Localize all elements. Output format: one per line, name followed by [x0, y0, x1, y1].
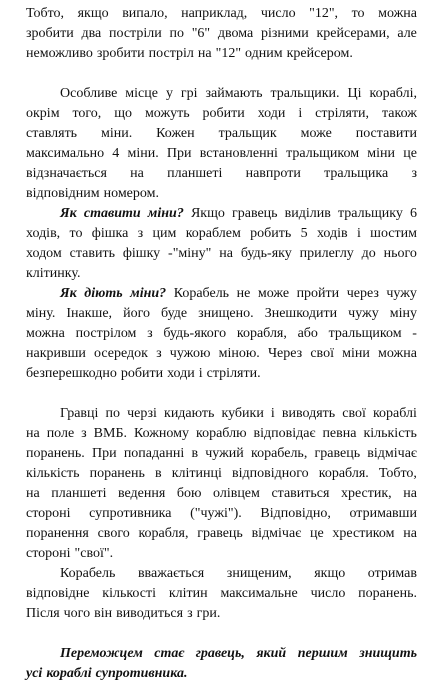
- text-line: відповідним номером.: [26, 186, 159, 201]
- text-line: поранень. При попаданні в чужий корабель, гравець відмічає: [26, 446, 417, 461]
- paragraph-spacer: [26, 384, 417, 404]
- text-line: можна пострілом з будь-якого корабля, або тральщиком -: [26, 326, 417, 341]
- text-line: ставлять міни. Кожен тральщик може поставити: [26, 126, 417, 141]
- text-line: Переможцем стає гравець, який першим знищить: [60, 646, 417, 661]
- text-line: клітинку.: [26, 266, 81, 281]
- paragraph-spacer: [26, 624, 417, 644]
- text-line: Як діють міни? Корабель не може пройти через чужу: [60, 286, 417, 301]
- paragraph: [26, 204, 417, 284]
- paragraph: [26, 84, 417, 204]
- text-line: максимально 4 міни. При встановленні тральщиком міни це: [26, 146, 417, 161]
- paragraph: [26, 564, 417, 624]
- text-line: зробити два постріли по "6" двома різними крейсерами, але: [26, 26, 417, 41]
- text-line: міну. Інакше, його буде знищено. Знешкодити чужу міну: [26, 306, 417, 321]
- paragraph: [26, 284, 417, 384]
- text-line: окрім того, що можуть робити ходи і стріляти, також: [26, 106, 417, 121]
- text-line: відповідне кількості клітин максимальне число поранень.: [26, 586, 417, 601]
- text-line: ходів, то фішка з цим кораблем робить 5 ходів і шостим: [26, 226, 417, 241]
- text-line: ходом ставить фішку -"міну" на будь-яку прилеглу до нього: [26, 246, 417, 261]
- text-line: Корабель вважається знищеним, якщо отримав: [60, 566, 417, 581]
- text-line: Після чого він виводиться з гри.: [26, 606, 221, 621]
- text-line: накривши осередок з чужою міною. Через свої міни можна: [26, 346, 417, 361]
- paragraph: [26, 404, 417, 564]
- paragraph-spacer: [26, 64, 417, 84]
- text-line: усі кораблі супротивника.: [26, 666, 188, 681]
- text-line: Гравці по черзі кидають кубики і виводять свої кораблі: [60, 406, 417, 421]
- text-line: на поле з ВМБ. Кожному кораблю відповідає певна кількість: [26, 426, 417, 441]
- document-page: [26, 4, 417, 684]
- text-line: стороні "свої".: [26, 546, 114, 561]
- text-line: Особливе місце у грі займають тральщики. Ці кораблі,: [60, 86, 417, 101]
- text-line: на планшеті ведення бою олівцем ставиться хрестик, на: [26, 486, 417, 501]
- text-line: неможливо зробити постріл на "12" одним крейсером.: [26, 46, 353, 61]
- text-line: кількість поранень в клітинці відповідного корабля. Тобто,: [26, 466, 417, 481]
- text-line: стороні супротивника ("чужі"). Відповідно, отримавши: [26, 506, 417, 521]
- text-line: Як ставити міни? Якщо гравець виділив тральщику 6: [60, 206, 417, 221]
- text-line: безперешкодно робити ходи і стріляти.: [26, 366, 261, 381]
- paragraph: [26, 644, 417, 684]
- text-line: поранення свого корабля, гравець відмічає це хрестиком на: [26, 526, 417, 541]
- paragraph: [26, 4, 417, 64]
- text-line: відзначається на планшеті навпроти тральщика з: [26, 166, 417, 181]
- text-line: Тобто, якщо випало, наприклад, число "12", то можна: [26, 6, 417, 21]
